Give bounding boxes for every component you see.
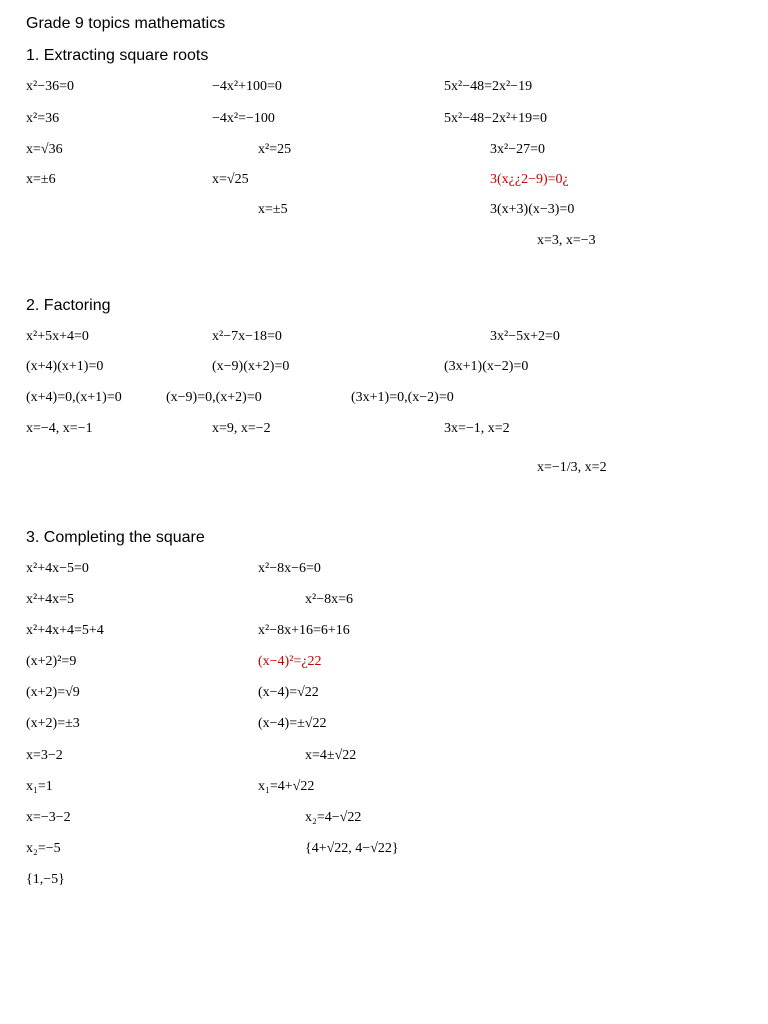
equation: −4x²+100=0: [212, 79, 282, 94]
equation: x=−3−2: [26, 810, 71, 825]
equation: x²−8x=6: [305, 592, 353, 607]
equation: 3(x+3)(x−3)=0: [490, 202, 575, 217]
equation: 5x²−48=2x²−19: [444, 79, 533, 94]
equation: x₁=1: [26, 779, 53, 794]
equation: (3x+1)(x−2)=0: [444, 359, 529, 374]
equation: 5x²−48−2x²+19=0: [444, 111, 547, 126]
equation: x²−8x+16=6+16: [258, 623, 350, 638]
equation: x²=36: [26, 111, 60, 126]
equation: 3x²−5x+2=0: [490, 329, 560, 344]
equation: (x−9)=0,(x+2)=0: [166, 390, 262, 405]
equation: x=4±√22: [305, 748, 357, 763]
equation: x²+4x−5=0: [26, 561, 89, 576]
equation: x²−8x−6=0: [258, 561, 321, 576]
equation: x²+5x+4=0: [26, 329, 89, 344]
equation: x²+4x=5: [26, 592, 74, 607]
equation: x₁=4+√22: [258, 779, 315, 794]
equation-text: (x−4)²=¿22: [258, 654, 322, 669]
equation-with-error-marks: [490, 171, 569, 189]
equation: x=3−2: [26, 748, 63, 763]
equation: x=±6: [26, 172, 56, 187]
equation: x=√36: [26, 142, 63, 157]
equation: 3x=−1, x=2: [444, 421, 510, 436]
solution-set: {1,−5}: [26, 872, 65, 887]
equation: (x+4)(x+1)=0: [26, 359, 104, 374]
section-heading-factoring: 2. Factoring: [26, 297, 111, 314]
equation: (x−9)(x+2)=0: [212, 359, 290, 374]
section-heading-extracting-square-roots: 1. Extracting square roots: [26, 47, 209, 64]
equation: x²=25: [258, 142, 292, 157]
equation: (x+2)=√9: [26, 685, 80, 700]
section-heading-completing-the-square: 3. Completing the square: [26, 529, 205, 546]
equation: x=−1/3, x=2: [537, 460, 607, 475]
equation: 3x²−27=0: [490, 142, 545, 157]
equation: x=3, x=−3: [537, 233, 596, 248]
equation: (3x+1)=0,(x−2)=0: [351, 390, 454, 405]
equation: x₂=−5: [26, 841, 61, 856]
equation: x²−7x−18=0: [212, 329, 282, 344]
equation-with-error-marks: [258, 653, 322, 671]
equation: (x+2)²=9: [26, 654, 77, 669]
solution-set: {4+√22, 4−√22}: [305, 841, 399, 856]
equation: (x−4)=±√22: [258, 716, 327, 731]
equation: (x+4)=0,(x+1)=0: [26, 390, 122, 405]
equation-text: 3(x¿¿2−9)=0¿: [490, 172, 569, 187]
equation: x₂=4−√22: [305, 810, 362, 825]
equation: (x−4)=√22: [258, 685, 319, 700]
equation: x=√25: [212, 172, 249, 187]
equation: x=9, x=−2: [212, 421, 271, 436]
equation: −4x²=−100: [212, 111, 275, 126]
equation: x=±5: [258, 202, 288, 217]
equation: (x+2)=±3: [26, 716, 80, 731]
page-title: Grade 9 topics mathematics: [26, 15, 226, 32]
equation: x=−4, x=−1: [26, 421, 93, 436]
equation: x²+4x+4=5+4: [26, 623, 104, 638]
equation: x²−36=0: [26, 79, 74, 94]
